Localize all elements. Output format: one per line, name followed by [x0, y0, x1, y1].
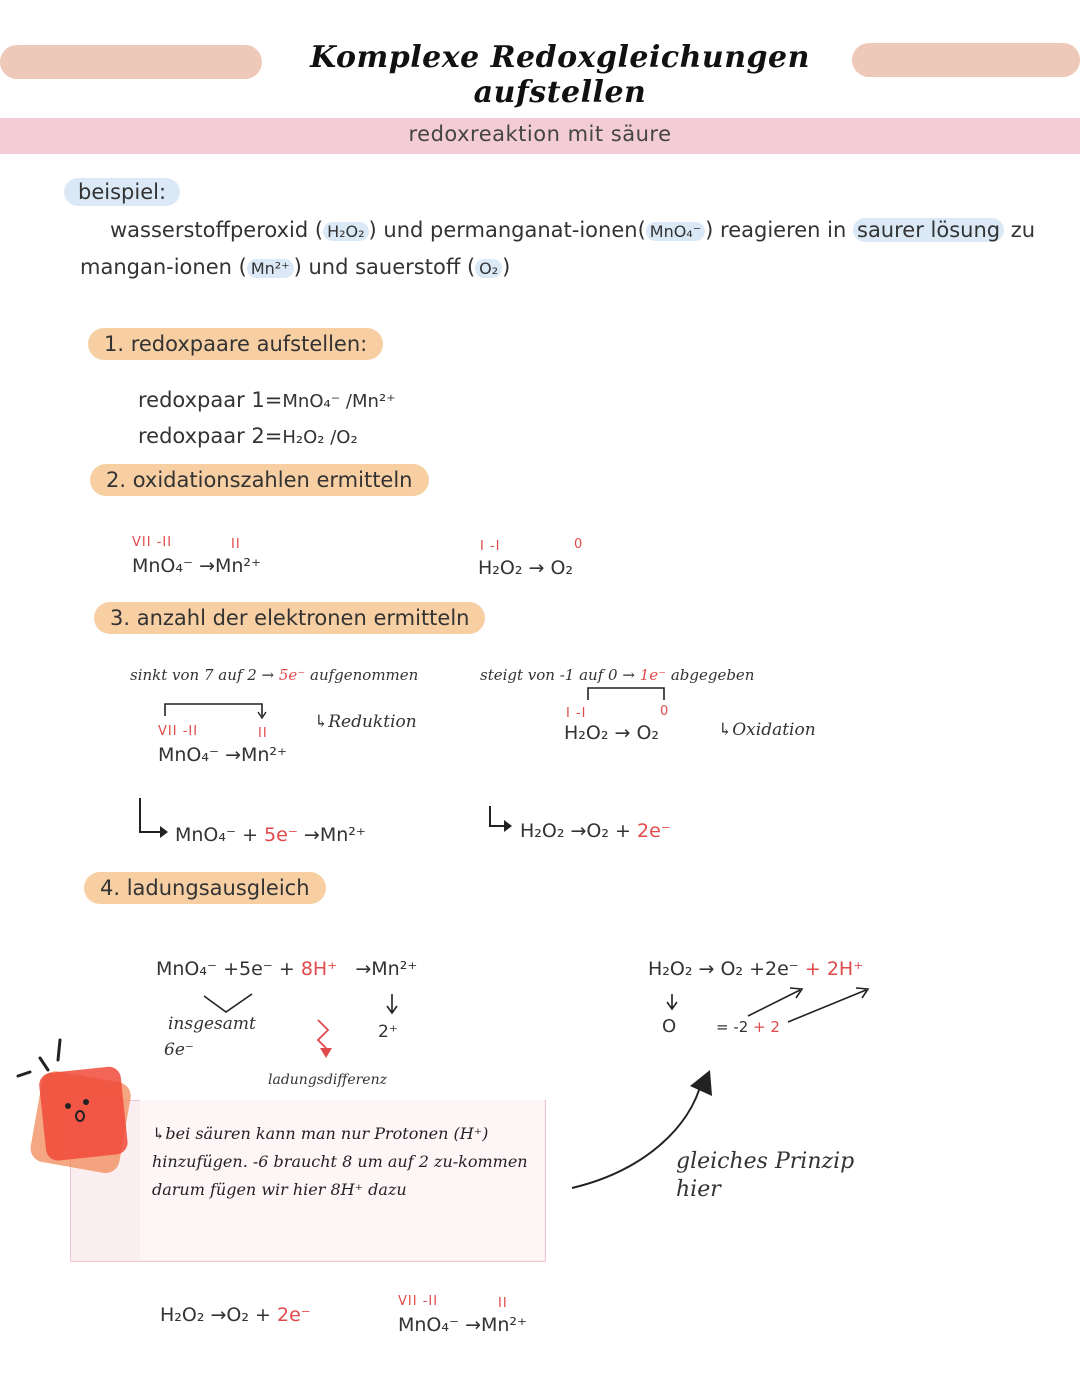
pair-value: MnO₄⁻ /Mn²⁺ — [282, 391, 396, 412]
result-arrow-left — [140, 798, 166, 832]
bracket-line — [165, 704, 262, 716]
diag-arrow — [748, 988, 802, 1016]
pair-label: redoxpaar 1= — [138, 388, 283, 412]
acid-highlight: saurer lösung — [853, 218, 1004, 242]
down-arrow — [667, 994, 677, 1009]
page-title: Komplexe Redoxgleichungen aufstellen — [310, 40, 810, 110]
eq-part: H₂O₂ → O₂ +2e⁻ — [648, 958, 799, 980]
arrow-head — [320, 1048, 332, 1058]
equation-mno4: MnO₄⁻ →Mn²⁺ — [132, 555, 262, 577]
equation-h2o2: H₂O₂ → O₂ — [564, 722, 660, 744]
ox-numbers: I -I — [566, 706, 587, 721]
charge-value: 2⁺ — [378, 1022, 398, 1042]
eq-part: MnO₄⁻ + — [175, 824, 258, 846]
eq-part: →Mn²⁺ — [355, 958, 418, 980]
ox-numbers: II — [231, 537, 241, 552]
example-text: zu — [1010, 218, 1036, 242]
example-tag: beispiel: — [64, 178, 180, 206]
step-2-pill: 2. oxidationszahlen ermitteln — [90, 464, 429, 496]
example-text: ) und sauerstoff ( — [293, 255, 476, 279]
step-1-pill: 1. redoxpaare aufstellen: — [88, 328, 383, 360]
h2o2-formula: H₂O₂ — [323, 222, 368, 241]
note-text: steigt von -1 auf 0 → — [480, 666, 635, 684]
calc-part: = -2 — [716, 1018, 749, 1036]
pair-value: H₂O₂ /O₂ — [282, 427, 358, 448]
note-text: sinkt von 7 auf 2 → — [130, 666, 275, 684]
charge-difference: ladungsdifferenz — [268, 1072, 387, 1088]
arrow-head — [160, 826, 168, 838]
eq-electrons: 2e⁻ — [277, 1304, 311, 1326]
eq-part: MnO₄⁻ +5e⁻ + — [156, 958, 295, 980]
example-text: ) — [502, 255, 511, 279]
sticker-icon — [18, 1040, 133, 1175]
eq-protons: + 2H⁺ — [804, 958, 864, 980]
total-label: insgesamt — [168, 1014, 256, 1034]
step-4-pill: 4. ladungsausgleich — [84, 872, 326, 904]
eq-part: →Mn²⁺ — [303, 824, 366, 846]
eq-protons: 8H⁺ — [300, 958, 338, 980]
mn-formula: Mn²⁺ — [247, 259, 294, 278]
calc-part: + 2 — [753, 1018, 780, 1036]
example-text: mangan-ionen ( — [80, 255, 247, 279]
eq-electrons: 2e⁻ — [637, 820, 671, 842]
arrow-head — [504, 820, 512, 832]
step-3-pill: 3. anzahl der elektronen ermitteln — [94, 602, 485, 634]
right-zero: O — [662, 1016, 677, 1037]
sum-lines — [204, 994, 252, 1012]
eq-part: H₂O₂ →O₂ + — [520, 820, 631, 842]
ox-numbers: II — [258, 726, 268, 741]
subtitle: redoxreaktion mit säure — [408, 122, 672, 146]
note-electrons: 1e⁻ — [639, 666, 667, 684]
zigzag-arrow — [318, 1020, 328, 1048]
down-arrow — [387, 994, 397, 1013]
eq-electrons: 5e⁻ — [264, 824, 298, 846]
ox-numbers: I -I — [480, 539, 501, 554]
note-text: aufgenommen — [310, 666, 419, 684]
mno4-formula: MnO₄⁻ — [646, 222, 705, 241]
example-text: wasserstoffperoxid ( — [110, 218, 324, 242]
pair-label: redoxpaar 2= — [138, 424, 283, 448]
equation-h2o2: H₂O₂ → O₂ — [478, 557, 574, 579]
example-text: ) und permanganat-ionen( — [368, 218, 646, 242]
arrow-head — [690, 1070, 712, 1096]
note-electrons: 5e⁻ — [278, 666, 306, 684]
note-text: ↳bei säuren kann man nur Protonen (H⁺) hinzufügen. -6 braucht 8 um auf 2 zu-kommen darum fügen wir hier 8H⁺ dazu — [152, 1124, 528, 1199]
example-text: ) reagieren in — [705, 218, 847, 242]
same-principle-text: gleiches Prinzip hier — [676, 1149, 855, 1202]
oxidation-label: ↳Oxidation — [718, 720, 816, 740]
bottom-mno4: MnO₄⁻ →Mn²⁺ — [398, 1314, 528, 1336]
reduction-label: ↳Reduktion — [314, 712, 417, 732]
ox-numbers: VII -II — [158, 724, 199, 739]
equation-mno4: MnO₄⁻ →Mn²⁺ — [158, 744, 288, 766]
eq-part: H₂O₂ →O₂ + — [160, 1304, 271, 1326]
curved-arrow — [572, 1080, 702, 1188]
total-value: 6e⁻ — [164, 1040, 194, 1060]
o2-formula: O₂ — [475, 259, 502, 278]
ox-numbers: VII -II — [398, 1294, 439, 1309]
ox-numbers: 0 — [574, 537, 584, 552]
ox-numbers: VII -II — [132, 535, 173, 550]
ox-numbers: II — [498, 1296, 508, 1311]
note-text: abgegeben — [670, 666, 755, 684]
bracket-line — [588, 688, 664, 700]
ox-numbers: 0 — [660, 704, 670, 719]
